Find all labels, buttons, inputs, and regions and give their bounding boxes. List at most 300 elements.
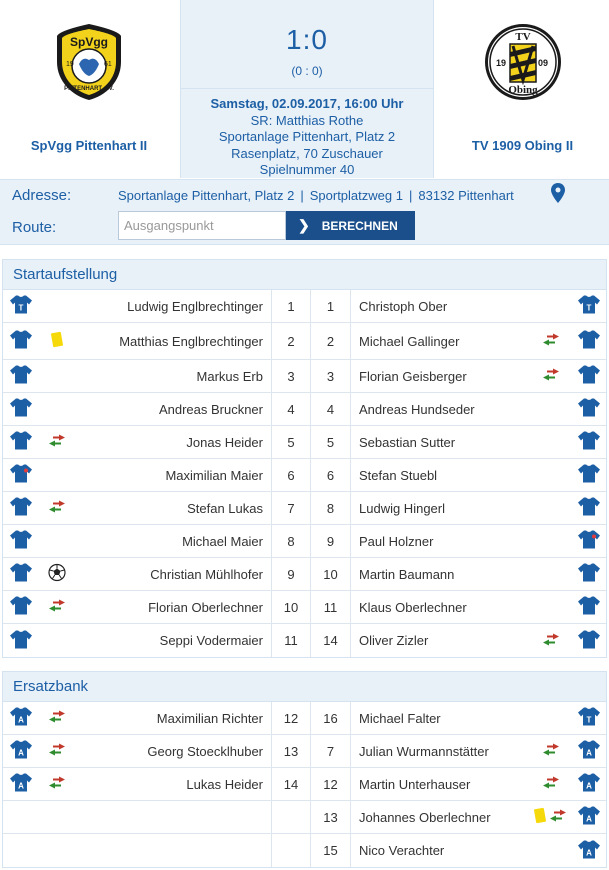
jersey-icon	[9, 563, 33, 586]
away-jersey	[571, 323, 607, 359]
away-jersey	[571, 591, 607, 623]
home-number-label: 3	[287, 368, 295, 384]
jersey-icon	[577, 707, 601, 730]
svg-text:T: T	[586, 715, 592, 725]
home-player-label: Ludwig Englbrechtinger	[127, 298, 263, 314]
home-player-name[interactable]	[75, 801, 271, 833]
away-player-name[interactable]	[351, 702, 531, 734]
svg-text:T: T	[18, 303, 24, 313]
away-player-number	[311, 393, 351, 425]
home-jersey	[3, 393, 39, 425]
match-meta	[181, 96, 433, 179]
away-team[interactable]	[436, 0, 609, 178]
home-player-number	[271, 834, 311, 867]
home-player-number	[271, 525, 311, 557]
home-jersey	[3, 525, 39, 557]
substitution-icon	[47, 710, 67, 727]
away-player-number	[311, 834, 351, 867]
home-player-name[interactable]	[75, 393, 271, 425]
match-pitch: Rasenplatz, 70 Zuschauer	[231, 145, 383, 161]
away-event	[531, 801, 571, 833]
home-event	[39, 624, 75, 657]
away-event	[531, 393, 571, 425]
away-number-label: 4	[326, 401, 335, 417]
away-player-label: Johannes Oberlechner	[359, 809, 491, 825]
home-event	[39, 459, 75, 491]
svg-text:A: A	[18, 715, 24, 725]
away-number-label: 1	[326, 298, 335, 314]
away-player-label: Florian Geisberger	[359, 368, 467, 384]
home-jersey	[3, 290, 39, 322]
away-player-name[interactable]	[351, 735, 531, 767]
home-number-label: 10	[283, 599, 299, 615]
player-row	[3, 492, 606, 525]
away-player-label: Ludwig Hingerl	[359, 500, 445, 516]
address-line[interactable]	[118, 188, 514, 203]
jersey-icon	[577, 431, 601, 454]
jersey-icon	[9, 295, 33, 318]
away-player-number	[311, 290, 351, 322]
home-player-label: Maximilian Maier	[165, 467, 263, 483]
player-row	[3, 525, 606, 558]
home-player-label: Lukas Heider	[186, 776, 263, 792]
away-event	[531, 525, 571, 557]
player-row	[3, 768, 606, 801]
svg-text:A: A	[586, 814, 592, 824]
home-player-number	[271, 768, 311, 800]
address-separator: |	[408, 188, 413, 203]
svg-text:A: A	[18, 748, 24, 758]
calculate-route-button[interactable]	[286, 211, 415, 240]
home-event	[39, 525, 75, 557]
away-player-label: Paul Holzner	[359, 533, 434, 549]
away-event	[531, 290, 571, 322]
substitution-icon	[47, 599, 67, 616]
svg-text:61: 61	[104, 61, 112, 68]
jersey-icon	[9, 365, 33, 388]
home-jersey	[3, 702, 39, 734]
home-player-label: Florian Oberlechner	[148, 599, 263, 615]
away-number-label: 7	[326, 743, 335, 759]
away-player-number	[311, 558, 351, 590]
away-player-label: Michael Falter	[359, 710, 441, 726]
away-player-name[interactable]	[351, 459, 531, 491]
home-number-label: 2	[287, 333, 295, 349]
away-player-name[interactable]	[351, 801, 531, 833]
jersey-icon	[9, 464, 33, 487]
home-team-name[interactable]: SpVgg Pittenhart II	[30, 138, 148, 153]
away-event	[531, 558, 571, 590]
jersey-icon	[9, 596, 33, 619]
away-jersey	[571, 768, 607, 800]
away-player-number	[311, 426, 351, 458]
home-jersey	[3, 801, 39, 833]
away-number-label: 12	[323, 776, 338, 792]
address-street: Sportplatzweg 1	[309, 188, 403, 203]
away-event	[531, 591, 571, 623]
substitution-icon	[541, 333, 561, 350]
home-event	[39, 558, 75, 590]
home-jersey	[3, 768, 39, 800]
match-info	[180, 0, 434, 178]
away-player-label: Michael Gallinger	[359, 333, 460, 349]
away-jersey	[571, 702, 607, 734]
lineup-table	[3, 290, 606, 657]
away-jersey	[571, 426, 607, 458]
away-player-name[interactable]	[351, 558, 531, 590]
home-team[interactable]	[0, 0, 178, 178]
home-player-label: Jonas Heider	[186, 434, 263, 450]
home-player-number	[271, 492, 311, 524]
away-jersey	[571, 834, 607, 867]
home-player-number	[271, 735, 311, 767]
svg-text:19: 19	[495, 58, 506, 68]
home-player-name[interactable]	[75, 735, 271, 767]
away-number-label: 14	[323, 633, 338, 648]
home-player-number	[271, 360, 311, 392]
jersey-icon	[9, 773, 33, 796]
bench-panel	[2, 671, 607, 868]
substitution-icon	[541, 743, 561, 760]
home-player-name[interactable]	[75, 492, 271, 524]
home-event	[39, 393, 75, 425]
jersey-icon	[9, 740, 33, 763]
jersey-icon	[577, 596, 601, 619]
home-number-label: 6	[287, 467, 295, 483]
jersey-icon	[577, 398, 601, 421]
home-player-name[interactable]	[75, 290, 271, 322]
home-event	[39, 735, 75, 767]
jersey-icon	[577, 295, 601, 318]
jersey-icon	[9, 398, 33, 421]
home-player-number	[271, 591, 311, 623]
away-player-label: Nico Verachter	[359, 843, 445, 858]
home-player-name[interactable]	[75, 323, 271, 359]
away-player-name[interactable]	[351, 393, 531, 425]
map-pin-icon[interactable]	[551, 183, 565, 203]
svg-text:19: 19	[66, 61, 74, 68]
route-label: Route:	[12, 219, 57, 236]
home-jersey	[3, 323, 39, 359]
player-row	[3, 360, 606, 393]
player-row	[3, 735, 606, 768]
away-number-label: 9	[326, 533, 335, 549]
away-jersey	[571, 558, 607, 590]
jersey-icon	[577, 629, 601, 652]
home-player-name[interactable]	[75, 834, 271, 867]
jersey-icon	[577, 530, 601, 553]
jersey-icon	[577, 330, 601, 353]
home-player-label: Stefan Lukas	[187, 500, 263, 516]
svg-text:A: A	[586, 748, 592, 758]
substitution-icon	[548, 809, 568, 826]
away-event	[531, 360, 571, 392]
away-player-number	[311, 492, 351, 524]
jersey-icon	[577, 740, 601, 763]
svg-text:TV: TV	[514, 31, 531, 43]
home-jersey	[3, 492, 39, 524]
away-event	[531, 735, 571, 767]
substitution-icon	[541, 368, 561, 385]
svg-text:09: 09	[537, 58, 548, 68]
bench-title: Ersatzbank	[3, 672, 606, 702]
player-row	[3, 702, 606, 735]
svg-text:Obing: Obing	[507, 84, 538, 96]
address-separator: |	[300, 188, 304, 203]
home-event	[39, 801, 75, 833]
home-player-label: Georg Stoecklhuber	[147, 743, 263, 759]
player-row	[3, 591, 606, 624]
home-player-label: Michael Maier	[182, 533, 263, 549]
away-number-label: 13	[323, 809, 338, 825]
away-player-number	[311, 624, 351, 657]
away-player-name[interactable]	[351, 834, 531, 867]
away-player-label: Julian Wurmannstätter	[359, 743, 489, 759]
away-jersey	[571, 360, 607, 392]
away-jersey	[571, 525, 607, 557]
svg-text:A: A	[586, 848, 592, 857]
away-player-label: Christoph Ober	[359, 298, 448, 314]
jersey-icon	[577, 497, 601, 520]
home-player-name[interactable]	[75, 558, 271, 590]
player-row	[3, 393, 606, 426]
jersey-icon	[577, 464, 601, 487]
home-event	[39, 323, 75, 359]
home-player-label: Christian Mühlhofer	[150, 566, 263, 582]
jersey-icon	[577, 563, 601, 586]
home-player-label: Matthias Englbrechtinger	[119, 333, 263, 349]
bench-table	[3, 702, 606, 867]
away-jersey	[571, 735, 607, 767]
home-team-logo	[49, 22, 129, 102]
player-row	[3, 290, 606, 323]
yellow-card-icon	[534, 808, 546, 827]
jersey-icon	[9, 530, 33, 553]
match-number: Spielnummer 40	[259, 162, 355, 177]
away-event	[531, 768, 571, 800]
home-jersey	[3, 735, 39, 767]
away-number-label: 16	[323, 710, 338, 726]
home-event	[39, 591, 75, 623]
home-player-number	[271, 426, 311, 458]
address-label: Adresse:	[12, 187, 72, 204]
home-jersey	[3, 459, 39, 491]
lineup-panel	[2, 259, 607, 658]
home-player-number	[271, 702, 311, 734]
home-event	[39, 290, 75, 322]
home-event	[39, 702, 75, 734]
away-player-name[interactable]	[351, 768, 531, 800]
home-jersey	[3, 558, 39, 590]
away-player-label: Klaus Oberlechner	[359, 599, 467, 615]
player-row	[3, 323, 606, 360]
home-player-number	[271, 801, 311, 833]
yellow-card-substitution-icons	[534, 808, 568, 827]
home-player-name[interactable]	[75, 768, 271, 800]
home-player-number	[271, 459, 311, 491]
address-city: 83132 Pittenhart	[418, 188, 514, 203]
away-player-name[interactable]	[351, 426, 531, 458]
home-number-label: 4	[287, 401, 295, 417]
away-event	[531, 492, 571, 524]
away-player-number	[311, 768, 351, 800]
jersey-icon	[577, 773, 601, 796]
home-player-number	[271, 558, 311, 590]
home-player-number	[271, 393, 311, 425]
away-jersey	[571, 459, 607, 491]
away-number-label: 5	[326, 434, 335, 450]
away-event	[531, 323, 571, 359]
away-number-label: 6	[326, 467, 335, 483]
home-player-label: Maximilian Richter	[156, 710, 263, 726]
home-player-label: Markus Erb	[196, 368, 263, 384]
calculate-route-label: BERECHNEN	[321, 218, 398, 233]
route-start-input[interactable]	[118, 211, 286, 240]
away-team-logo	[483, 22, 563, 102]
away-jersey	[571, 393, 607, 425]
home-player-name[interactable]	[75, 426, 271, 458]
home-jersey	[3, 360, 39, 392]
away-jersey	[571, 290, 607, 322]
jersey-icon	[9, 497, 33, 520]
match-venue: Sportanlage Pittenhart, Platz 2	[218, 129, 396, 144]
home-number-label: 14	[283, 776, 299, 792]
jersey-icon	[9, 330, 33, 353]
away-player-name[interactable]	[351, 525, 531, 557]
svg-text:SpVgg: SpVgg	[70, 35, 108, 49]
away-player-label: Andreas Hundseder	[359, 401, 475, 417]
away-player-label: Martin Unterhauser	[359, 776, 471, 792]
jersey-icon	[9, 431, 33, 454]
home-player-number	[271, 290, 311, 322]
lineup-title: Startaufstellung	[3, 260, 606, 290]
away-player-number	[311, 801, 351, 833]
home-number-label: 7	[287, 500, 295, 516]
away-number-label: 3	[326, 368, 335, 384]
match-referee: SR: Matthias Rothe	[250, 112, 364, 128]
yellow-card-icon	[51, 332, 63, 351]
home-jersey	[3, 624, 39, 657]
player-row	[3, 801, 606, 834]
away-player-name[interactable]	[351, 591, 531, 623]
home-player-name[interactable]	[75, 525, 271, 557]
home-player-number	[271, 323, 311, 359]
home-event	[39, 492, 75, 524]
home-jersey	[3, 591, 39, 623]
home-player-label: Andreas Bruckner	[158, 401, 263, 417]
home-player-name[interactable]	[75, 624, 271, 657]
substitution-icon	[47, 776, 67, 793]
home-number-label: 9	[287, 566, 295, 582]
home-player-name[interactable]	[75, 591, 271, 623]
away-jersey	[571, 624, 607, 657]
home-jersey	[3, 834, 39, 867]
divider	[181, 88, 433, 89]
home-number-label: 11	[284, 633, 298, 648]
away-player-name[interactable]	[351, 323, 531, 359]
address-bar	[0, 179, 609, 245]
home-player-name[interactable]	[75, 702, 271, 734]
substitution-icon	[541, 632, 561, 649]
away-team-name[interactable]: TV 1909 Obing II	[471, 138, 574, 153]
goal-ball-icon	[48, 564, 66, 585]
address-venue: Sportanlage Pittenhart, Platz 2	[118, 188, 295, 203]
away-jersey	[571, 801, 607, 833]
substitution-icon	[541, 776, 561, 793]
player-row	[3, 624, 606, 657]
substitution-icon	[47, 434, 67, 451]
away-number-label: 2	[326, 333, 335, 349]
away-player-number	[311, 459, 351, 491]
home-event	[39, 426, 75, 458]
svg-text:A: A	[586, 781, 592, 791]
home-number-label: 5	[287, 434, 295, 450]
away-player-name[interactable]	[351, 624, 531, 657]
away-event	[531, 702, 571, 734]
svg-text:PITTENHART e.V.: PITTENHART e.V.	[64, 86, 114, 92]
away-player-number	[311, 323, 351, 359]
away-player-label: Oliver Zizler	[359, 633, 429, 648]
match-date: Samstag, 02.09.2017, 16:00 Uhr	[210, 96, 404, 111]
away-event	[531, 459, 571, 491]
jersey-icon	[9, 629, 33, 652]
substitution-icon	[47, 500, 67, 517]
home-event	[39, 360, 75, 392]
home-event	[39, 834, 75, 867]
away-player-label: Stefan Stuebl	[359, 467, 438, 483]
home-player-name[interactable]	[75, 459, 271, 491]
home-event	[39, 768, 75, 800]
substitution-icon	[47, 743, 67, 760]
away-event	[531, 834, 571, 867]
jersey-icon	[577, 806, 601, 829]
svg-text:T: T	[586, 303, 592, 313]
jersey-icon	[577, 839, 601, 862]
away-player-name[interactable]	[351, 492, 531, 524]
home-player-number	[271, 624, 311, 657]
home-player-name[interactable]	[75, 360, 271, 392]
home-jersey	[3, 426, 39, 458]
away-number-label: 8	[326, 500, 335, 516]
home-number-label: 8	[287, 533, 295, 549]
player-row	[3, 426, 606, 459]
away-player-number	[311, 591, 351, 623]
away-jersey	[571, 492, 607, 524]
away-event	[531, 426, 571, 458]
jersey-icon	[577, 365, 601, 388]
player-row	[3, 834, 606, 867]
away-player-number	[311, 360, 351, 392]
away-player-name[interactable]	[351, 290, 531, 322]
chevron-right-icon: ❯	[298, 217, 310, 233]
away-number-label: 10	[323, 566, 338, 582]
match-score: 1:0	[286, 24, 328, 55]
halftime-score: (0 : 0)	[291, 64, 323, 78]
home-number-label: 1	[287, 298, 295, 314]
away-event	[531, 624, 571, 657]
home-number-label: 12	[283, 710, 299, 726]
away-player-name[interactable]	[351, 360, 531, 392]
player-row	[3, 459, 606, 492]
home-player-label: Seppi Vodermaier	[159, 633, 263, 648]
away-player-number	[311, 525, 351, 557]
away-player-label: Sebastian Sutter	[359, 434, 456, 450]
home-number-label: 13	[283, 743, 299, 759]
away-number-label: 15	[323, 843, 338, 858]
match-header	[0, 0, 609, 178]
jersey-icon	[9, 707, 33, 730]
away-player-number	[311, 702, 351, 734]
